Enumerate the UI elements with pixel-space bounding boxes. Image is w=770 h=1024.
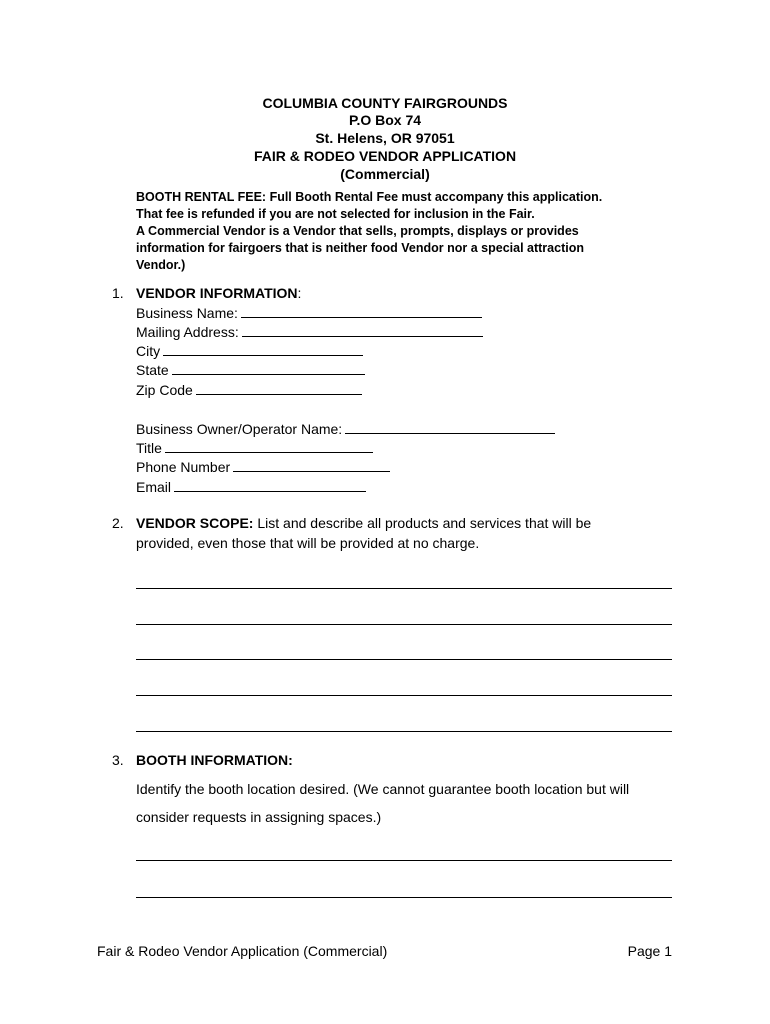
notice-line: That fee is refunded if you are not selected for inclusion in the Fair.: [136, 207, 535, 221]
city-state-zip: St. Helens, OR 97051: [315, 130, 455, 146]
section-3-title-text: BOOTH INFORMATION:: [136, 752, 293, 768]
footer-title: Fair & Rodeo Vendor Application (Commercial): [97, 943, 388, 959]
business-name-input[interactable]: [241, 303, 482, 318]
section-3-text-line: consider requests in assigning spaces.): [136, 809, 382, 825]
city-label: City: [136, 343, 161, 359]
scope-answer-line[interactable]: [136, 731, 672, 732]
state-field: [136, 360, 365, 380]
po-box: P.O Box 74: [348, 112, 422, 128]
section-3-text-line: Identify the booth location desired. (We cannot guarantee booth location but will: [136, 781, 630, 797]
scope-answer-line[interactable]: [136, 588, 672, 589]
org-name: COLUMBIA COUNTY FAIRGROUNDS: [262, 95, 508, 111]
section-2-text-line: List and describe all products and services that will be: [253, 515, 592, 531]
booth-answer-line[interactable]: [136, 860, 672, 861]
state-input[interactable]: [172, 360, 365, 375]
city-field: [136, 341, 363, 361]
booth-answer-line[interactable]: [136, 897, 672, 898]
owner-name-input[interactable]: [345, 419, 555, 434]
document-title: FAIR & RODEO VENDOR APPLICATION: [253, 148, 517, 164]
zip-input[interactable]: [196, 380, 362, 395]
section-1-title-colon: :: [297, 285, 302, 301]
title-field: [136, 438, 373, 458]
section-2-text: [136, 513, 591, 553]
business-name-field: [136, 303, 482, 323]
scope-answer-line[interactable]: [136, 695, 672, 696]
email-field: [136, 477, 366, 497]
zip-field: [136, 380, 362, 400]
phone-label: Phone Number: [136, 459, 231, 475]
notice-line: Vendor.): [136, 258, 186, 272]
zip-label: Zip Code: [136, 382, 193, 398]
owner-name-field: [136, 419, 555, 439]
notice-line: information for fairgoers that is neither food Vendor nor a special attraction: [136, 241, 584, 255]
phone-field: [136, 457, 390, 477]
section-2-text-line: provided, even those that will be provided at no charge.: [136, 535, 480, 551]
page-number: Page 1: [627, 943, 672, 959]
mailing-address-field: [136, 322, 483, 342]
notice-line: BOOTH RENTAL FEE: Full Booth Rental Fee must accompany this application.: [136, 190, 603, 204]
owner-name-label: Business Owner/Operator Name:: [136, 421, 343, 437]
state-label: State: [136, 362, 169, 378]
section-1-number: 1.: [112, 285, 124, 301]
phone-input[interactable]: [233, 457, 390, 472]
title-input[interactable]: [165, 438, 373, 453]
scope-answer-line[interactable]: [136, 659, 672, 660]
title-label: Title: [136, 440, 162, 456]
section-3-number: 3.: [112, 752, 124, 768]
city-input[interactable]: [163, 341, 363, 356]
document-subtitle: (Commercial): [340, 166, 430, 182]
section-1-title: [136, 285, 301, 301]
section-3-title: [136, 752, 293, 768]
section-1-title-text: VENDOR INFORMATION: [136, 285, 298, 301]
fee-notice: [136, 189, 696, 274]
section-2-title: VENDOR SCOPE:: [136, 515, 254, 531]
business-name-label: Business Name:: [136, 305, 238, 321]
email-label: Email: [136, 479, 172, 495]
notice-line: A Commercial Vendor is a Vendor that sells, prompts, displays or provides: [136, 224, 579, 238]
mailing-address-label: Mailing Address:: [136, 324, 239, 340]
mailing-address-input[interactable]: [242, 322, 483, 337]
email-input[interactable]: [174, 477, 366, 492]
scope-answer-line[interactable]: [136, 624, 672, 625]
section-2-number: 2.: [112, 515, 124, 531]
